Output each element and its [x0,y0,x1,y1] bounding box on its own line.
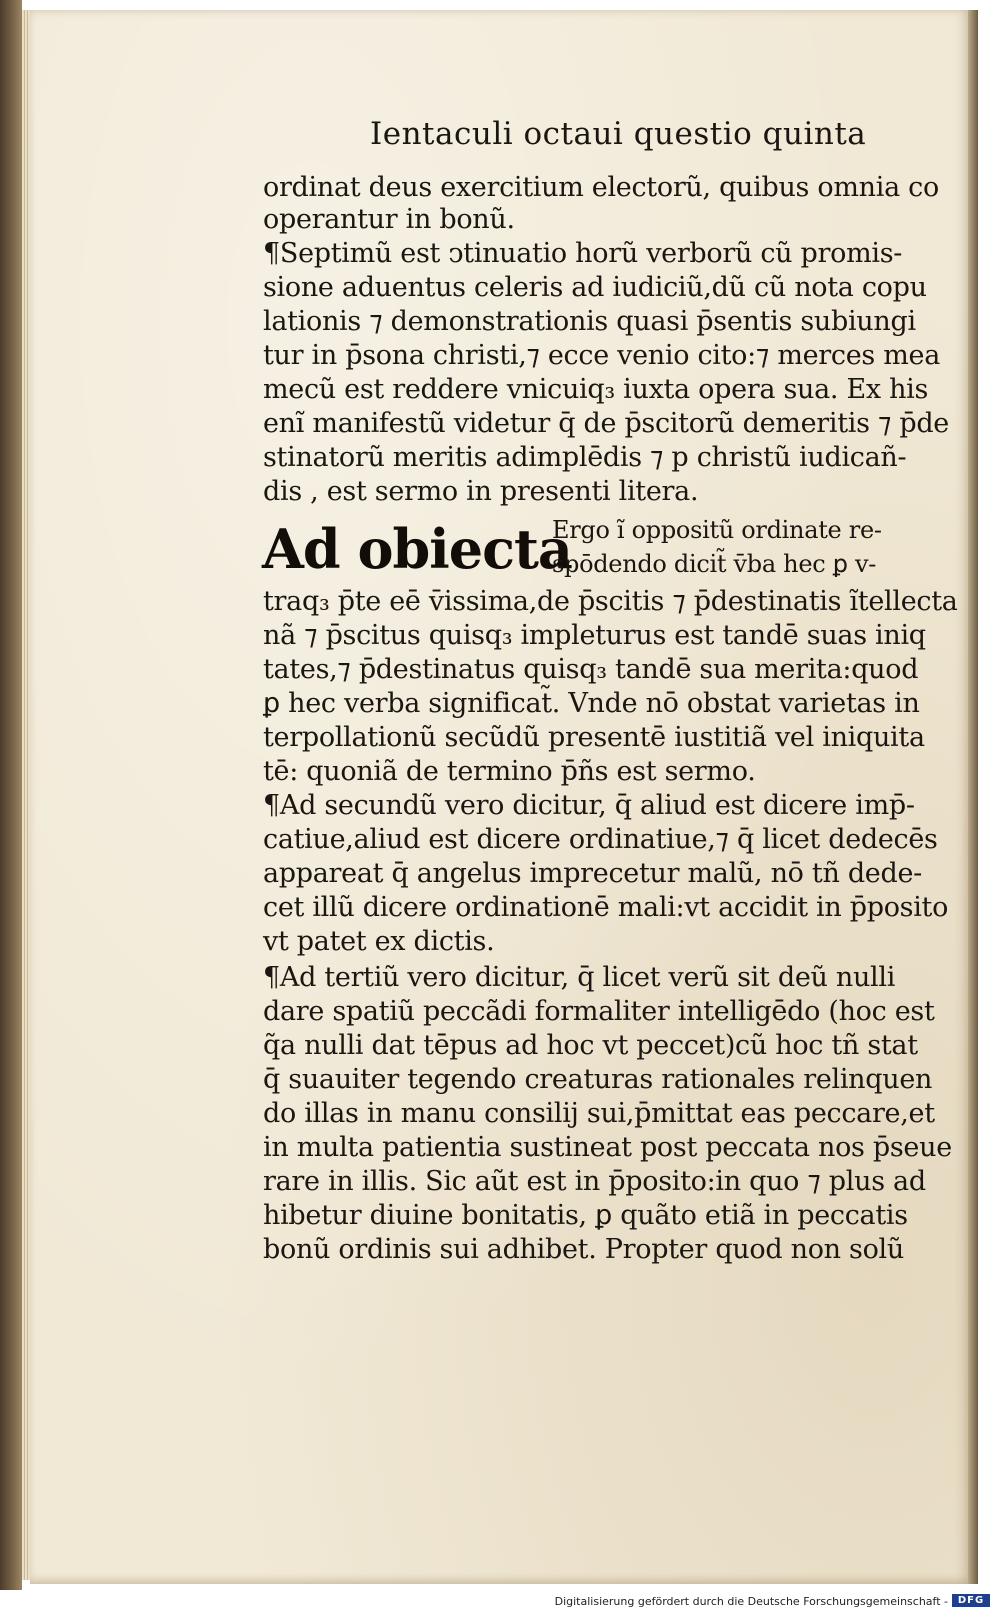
text-line: operantur in bonũ. [263,204,515,235]
text-line: ¶Ad tertiũ vero dicitur, q̄ licet verũ sit deũ nulli [263,962,896,993]
text-line: ¶Ad secundũ vero dicitur, q̄ aliud est dicere imp̄- [263,790,915,821]
section-initial: Ad obiecta [262,517,572,581]
text-line: ¶Septimũ est ↄtinuatio horũ verborũ cũ promis- [263,238,903,269]
text-line: sione aduentus celeris ad iudiciũ,dũ cũ nota copu [263,272,927,303]
text-line: cet illũ dicere ordinationē mali:vt accidit in p̄posito [263,892,949,923]
text-line: tur in p̄sona christi,⁊ ecce venio cito:⁊ merces mea [263,340,941,371]
text-line: in multa patientia sustineat post peccata nos p̄seue [263,1132,952,1163]
text-line: nã ⁊ p̄scitus quisq₃ impleturus est tandē suas iniq [263,620,926,651]
text-line: enĩ manifestũ videtur q̄ de p̄scitorũ demeritis ⁊ p̄de [263,408,949,439]
text-line: mecũ est reddere vnicuiq₃ iuxta opera sua. Ex his [263,374,929,405]
text-line: do illas in manu consilij sui,p̄mittat eas peccare,et [263,1098,935,1129]
text-line: vt patet ex dictis. [263,926,495,957]
text-line: stinatorũ meritis adimplēdis ⁊ p christũ iudicañ- [263,442,907,473]
text-line: ordinat deus exercitium electorũ, quibus omnia co [263,172,939,203]
running-head: Ientaculi octaui questio quinta [370,116,867,152]
text-line: hibetur diuine bonitatis, ꝑ quãto etiã in peccatis [263,1200,908,1231]
text-line: spōdendo dicit̃ v̄ba hec ꝑ v- [552,550,877,578]
book-spine [0,0,22,1590]
text-line: q̃a nulli dat tēpus ad hoc vt peccet)cũ hoc tñ stat [263,1030,918,1061]
text-line: dare spatiũ peccãdi formaliter intelligēdo (hoc est [263,996,935,1027]
text-line: Ergo ĩ oppositũ ordinate re- [552,516,882,544]
text-line: traq₃ p̄te eē v̄issima,de p̄scitis ⁊ p̄destinatis ĩtellecta [263,586,958,617]
dfg-logo: DFG [952,1594,990,1607]
text-line: catiue,aliud est dicere ordinatiue,⁊ q̄ licet dedecēs [263,824,938,855]
text-line: appareat q̄ angelus imprecetur malũ, nō tñ dede- [263,858,922,889]
text-line: lationis ⁊ demonstrationis quasi p̄sentis subiungi [263,306,916,337]
text-line: ꝑ hec verba significat̃. Vnde nō obstat varietas in [263,688,920,719]
text-line: bonũ ordinis sui adhibet. Propter quod non solũ [263,1234,904,1265]
page-edges [22,10,30,1580]
text-line: terpollationũ secũdũ presentē iustitiã vel iniquita [263,722,925,753]
text-line: dis , est sermo in presenti litera. [263,476,699,507]
text-line: rare in illis. Sic aũt est in p̄posito:in quo ⁊ plus ad [263,1166,926,1197]
text-line: tē: quoniã de termino p̄ñs est sermo. [263,756,756,787]
page-right-edge [968,10,978,1584]
text-line: q̄ suauiter tegendo creaturas rationales relinquen [263,1064,933,1095]
text-line: tates,⁊ p̄destinatus quisq₃ tandē sua merita:quod [263,654,919,685]
footer-credit: Digitalisierung gefördert durch die Deutsche Forschungsgemeinschaft - [554,1595,948,1608]
